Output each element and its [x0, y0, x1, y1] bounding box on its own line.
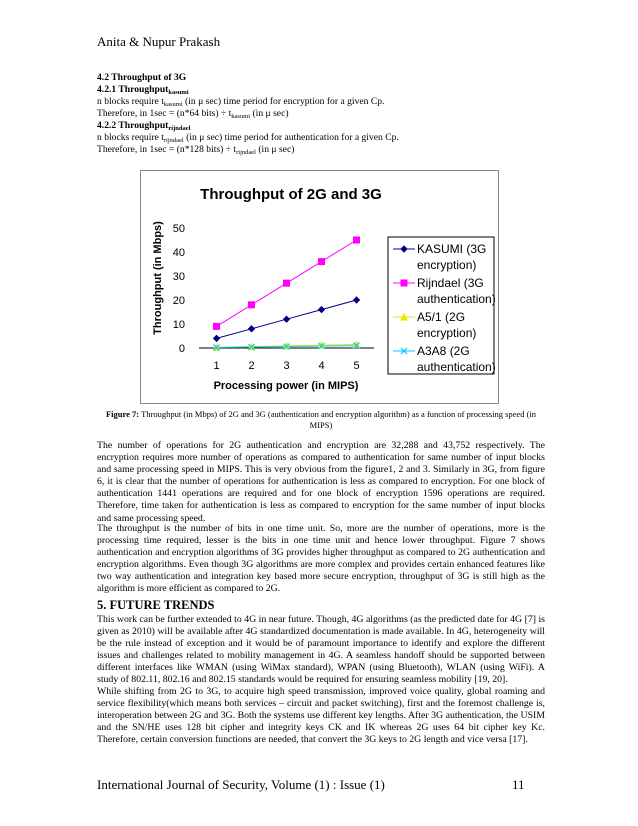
text: (in μ sec) time period for encryption for a given Cp.: [182, 96, 385, 107]
y-tick-label: 0: [178, 343, 185, 355]
y-tick-label: 30: [172, 271, 185, 283]
body-paragraph-2: The throughput is the number of bits in one time unit. So, more are the number of operations, more is the processing time required, lesser is the bits in one time unit and hence lower throughput. Figure 7 shows authentication and encryption algorithms of 3G provides higher throughput as compared to 2G authentication and encryption algorithms. Even though 3G algorithms are more complex and provides certain enhanced features like two way authentication and integration key based more secure encryption, throughput of 3G is still high as the algorithm is more efficient as compared to 2G.: [97, 523, 545, 595]
data-point: [284, 316, 290, 322]
x-tick-label: 1: [213, 360, 220, 372]
rijndael-line-2: [97, 144, 545, 156]
figure-caption: [97, 409, 545, 431]
body-paragraph-4: While shifting from 2G to 3G, to acquire high speed transmission, improved voice quality, global roaming and service flexibility(which means both services – circuit and packet switching), first and the foremost challenge is, interoperation between 2G and 3G. Both the systems use different key lengths. After 3G authentication, the USIM and the SN/HE uses 128 bit cipher and integrity keys CK and IK whereas 2G uses 64 bit cipher key Kc. Therefore, certain conversion functions are needed, that convert the 3G keys to 2G length and vice versa [17].: [97, 686, 545, 746]
legend-label: A3A8 (2G: [417, 344, 470, 358]
legend-label: A5/1 (2G: [417, 310, 466, 324]
legend-label: encryption): [417, 258, 477, 272]
body-paragraph-1: The number of operations for 2G authentication and encryption are 32,288 and 43,752 respectively. The encryption requires more number of operations as compared to authentication for same number of input blocks and same processing speed in MIPS. This is very obvious from the figure1, 2 and 3. Similarly in 3G, from figure 6, it is clear that the number of operations for authentication is less as compared to encryption. For one block of authentication 1441 operations are required and for one block of encryption 1596 operations are required. Therefore, time taken for authentication is less as compared to encryption for the same number of input blocks and same processing speed.: [97, 440, 545, 524]
y-axis-label: Throughput (in Mbps): [152, 221, 164, 335]
legend-label: encryption): [417, 326, 477, 340]
text: (in μ sec): [250, 108, 289, 119]
legend-label: authentication): [417, 292, 496, 306]
throughput-line-chart: [141, 171, 498, 403]
rijndael-line-1: [97, 132, 545, 144]
x-tick-label: 2: [248, 360, 255, 372]
y-tick-label: 20: [172, 295, 185, 307]
subsection-heading-rijndael: [97, 120, 545, 132]
x-tick-label: 5: [353, 360, 360, 372]
caption-label: Figure 7:: [105, 409, 140, 419]
kasumi-line-2: [97, 108, 545, 120]
chart-title: Throughput of 2G and 3G: [200, 186, 382, 203]
data-point: [354, 237, 360, 243]
figure-7-chart: [140, 170, 499, 404]
subsection-heading-kasumi: [97, 84, 545, 96]
subscript: kasumi: [163, 101, 183, 108]
text: (in μ sec) time period for authentication for a given Cp.: [183, 132, 399, 143]
heading-main: 4.2.1 Throughput: [97, 84, 169, 95]
running-header-authors: Anita & Nupur Prakash: [97, 34, 221, 49]
heading-subscript: rijndael: [168, 125, 191, 132]
data-point: [319, 259, 325, 265]
subscript: rijndael: [236, 149, 256, 156]
x-tick-label: 4: [318, 360, 325, 372]
x-axis-ticks: [213, 360, 359, 372]
section-heading-4-2: 4.2 Throughput of 3G: [97, 72, 187, 83]
text: (in μ sec): [255, 144, 295, 155]
heading-main: 4.2.2 Throughput: [97, 120, 169, 131]
data-point: [319, 307, 325, 313]
chart-legend: [388, 237, 496, 374]
data-point: [249, 302, 255, 308]
y-axis-ticks: [173, 223, 185, 355]
footer-page-number: 11: [512, 777, 525, 792]
kasumi-line-1: [97, 96, 545, 108]
data-point: [354, 297, 360, 303]
y-tick-label: 10: [172, 319, 185, 331]
heading-subscript: kasumi: [168, 89, 189, 96]
legend-label: KASUMI (3G: [417, 242, 487, 256]
body-paragraph-3: This work can be further extended to 4G in near future. Though, 4G algorithms (as the predicted date for 4G [7] is given as 2010) will be available after 4G standardized documentation is made available. In 4G, heterogeneity will be the rule instead of exception and it would be of paramount importance to identify and explore the different issues and challenges related to mobility management in 4G. A seamless handoff should be supported between different interfaces like WMAN (using WiMax standard), WPAN (using Bluetooth), WLAN (using WiFi). A study of 802.11, 802.16 and 802.15 standards would be required for ensuring seamless mobility [19, 20].: [97, 614, 545, 686]
text: Therefore, in 1sec = (n*128 bits) ÷ t: [97, 144, 237, 155]
x-axis-label: Processing power (in MIPS): [213, 380, 359, 392]
text: n blocks require t: [97, 132, 164, 143]
text: n blocks require t: [97, 96, 164, 107]
x-tick-label: 3: [283, 360, 290, 372]
series-lines: [217, 240, 357, 348]
section-heading-future-trends: 5. FUTURE TRENDS: [97, 598, 215, 612]
data-point: [214, 335, 220, 341]
legend-swatch-marker: [401, 280, 407, 286]
y-tick-label: 40: [172, 247, 185, 259]
legend-label: Rijndael (3G: [417, 276, 484, 290]
caption-text: Throughput (in Mbps) of 2G and 3G (authentication and encryption algorithm) as a function of processing speed (in MIPS): [139, 409, 537, 430]
text: Therefore, in 1sec = (n*64 bits) ÷ t: [97, 108, 232, 119]
data-point: [214, 323, 220, 329]
subscript: rijndael: [163, 137, 184, 144]
footer-journal-title: International Journal of Security, Volume (1) : Issue (1): [97, 777, 385, 792]
data-point: [249, 326, 255, 332]
y-tick-label: 50: [172, 223, 185, 235]
legend-label: authentication): [417, 360, 496, 374]
data-point: [284, 280, 290, 286]
subscript: kasumi: [231, 113, 251, 120]
